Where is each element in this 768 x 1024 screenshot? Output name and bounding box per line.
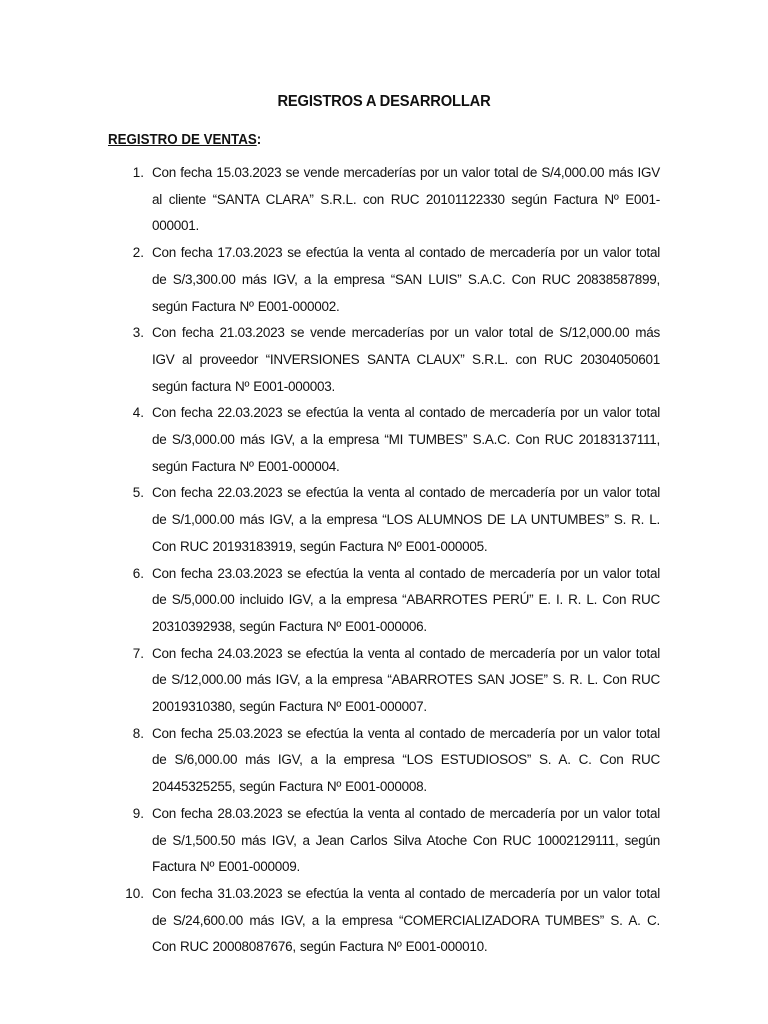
section-title (108, 130, 616, 150)
item-text: Con fecha 31.03.2023 se efectúa la venta al contado de mercadería por un valor total de S/24,600.00 más IGV, a la empresa “COMERCIALIZADORA TUMBES” S. A. C. Con RUC 20008087676, según Factura Nº E001-000010. (152, 885, 660, 955)
section-title-text: REGISTRO DE VENTAS (108, 132, 257, 148)
list-item (108, 480, 660, 560)
item-number: 9. (132, 805, 144, 821)
section-title-colon: : (256, 132, 262, 148)
item-number: 1. (132, 165, 144, 180)
item-number: 6. (132, 565, 144, 581)
item-text: Con fecha 17.03.2023 se efectúa la venta al contado de mercadería por un valor total de S/3,300.00 más IGV, a la empresa “SAN LUIS” S.A.C. Con RUC 20838587899, según Factura Nº E001-000002. (152, 245, 660, 314)
list-item (108, 641, 660, 721)
item-text: Con fecha 21.03.2023 se vende mercaderías por un valor total de S/12,000.00 más IGV al proveedor “INVERSIONES SANTA CLAUX” S.R.L. con RUC 20304050601 según factura Nº E001-000003. (152, 325, 660, 394)
list-item (108, 561, 660, 641)
list-item (108, 400, 660, 480)
list-item (108, 881, 660, 961)
item-text: Con fecha 28.03.2023 se efectúa la venta al contado de mercadería por un valor total de S/1,500.50 más IGV, a Jean Carlos Silva Atoche Con RUC 10002129111, según Factura Nº E001-000009. (152, 805, 660, 875)
list-item (108, 801, 660, 881)
sales-list (108, 160, 660, 961)
list-item (108, 721, 660, 801)
item-number: 5. (132, 485, 144, 501)
item-number: 7. (132, 645, 144, 661)
item-text: Con fecha 22.03.2023 se efectúa la venta al contado de mercadería por un valor total de S/3,000.00 más IGV, a la empresa “MI TUMBES” S.A.C. Con RUC 20183137111, según Factura Nº E001-000004. (152, 405, 660, 474)
item-number: 2. (132, 245, 144, 261)
item-number: 8. (132, 725, 144, 741)
item-text: Con fecha 23.03.2023 se efectúa la venta al contado de mercadería por un valor total de S/5,000.00 incluido IGV, a la empresa “ABARROTES PERÚ” E. I. R. L. Con RUC 20310392938, según Factura Nº E001-000006. (152, 565, 660, 634)
document-title: REGISTROS A DESARROLLAR (277, 93, 491, 110)
item-text: Con fecha 22.03.2023 se efectúa la venta al contado de mercadería por un valor total de S/1,000.00 más IGV, a la empresa “LOS ALUMNOS DE LA UNTUMBES” S. R. L. Con RUC 20193183919, según Factura Nº E001-000005. (152, 485, 660, 554)
item-number: 3. (132, 325, 144, 341)
list-item (108, 240, 660, 320)
list-item (108, 160, 660, 240)
list-item (108, 320, 660, 400)
item-number: 4. (132, 405, 144, 421)
item-text: Con fecha 15.03.2023 se vende mercaderías por un valor total de S/4,000.00 más IGV al cliente “SANTA CLARA” S.R.L. con RUC 20101122330 según Factura Nº E001-000001. (152, 165, 660, 234)
item-text: Con fecha 24.03.2023 se efectúa la venta al contado de mercadería por un valor total de S/12,000.00 más IGV, a la empresa “ABARROTES SAN JOSE” S. R. L. Con RUC 20019310380, según Factura Nº E001-000007. (152, 645, 660, 715)
item-number: 10. (125, 885, 144, 901)
item-text: Con fecha 25.03.2023 se efectúa la venta al contado de mercadería por un valor total de S/6,000.00 más IGV, a la empresa “LOS ESTUDIOSOS” S. A. C. Con RUC 20445325255, según Factura Nº E001-000008. (152, 725, 660, 795)
